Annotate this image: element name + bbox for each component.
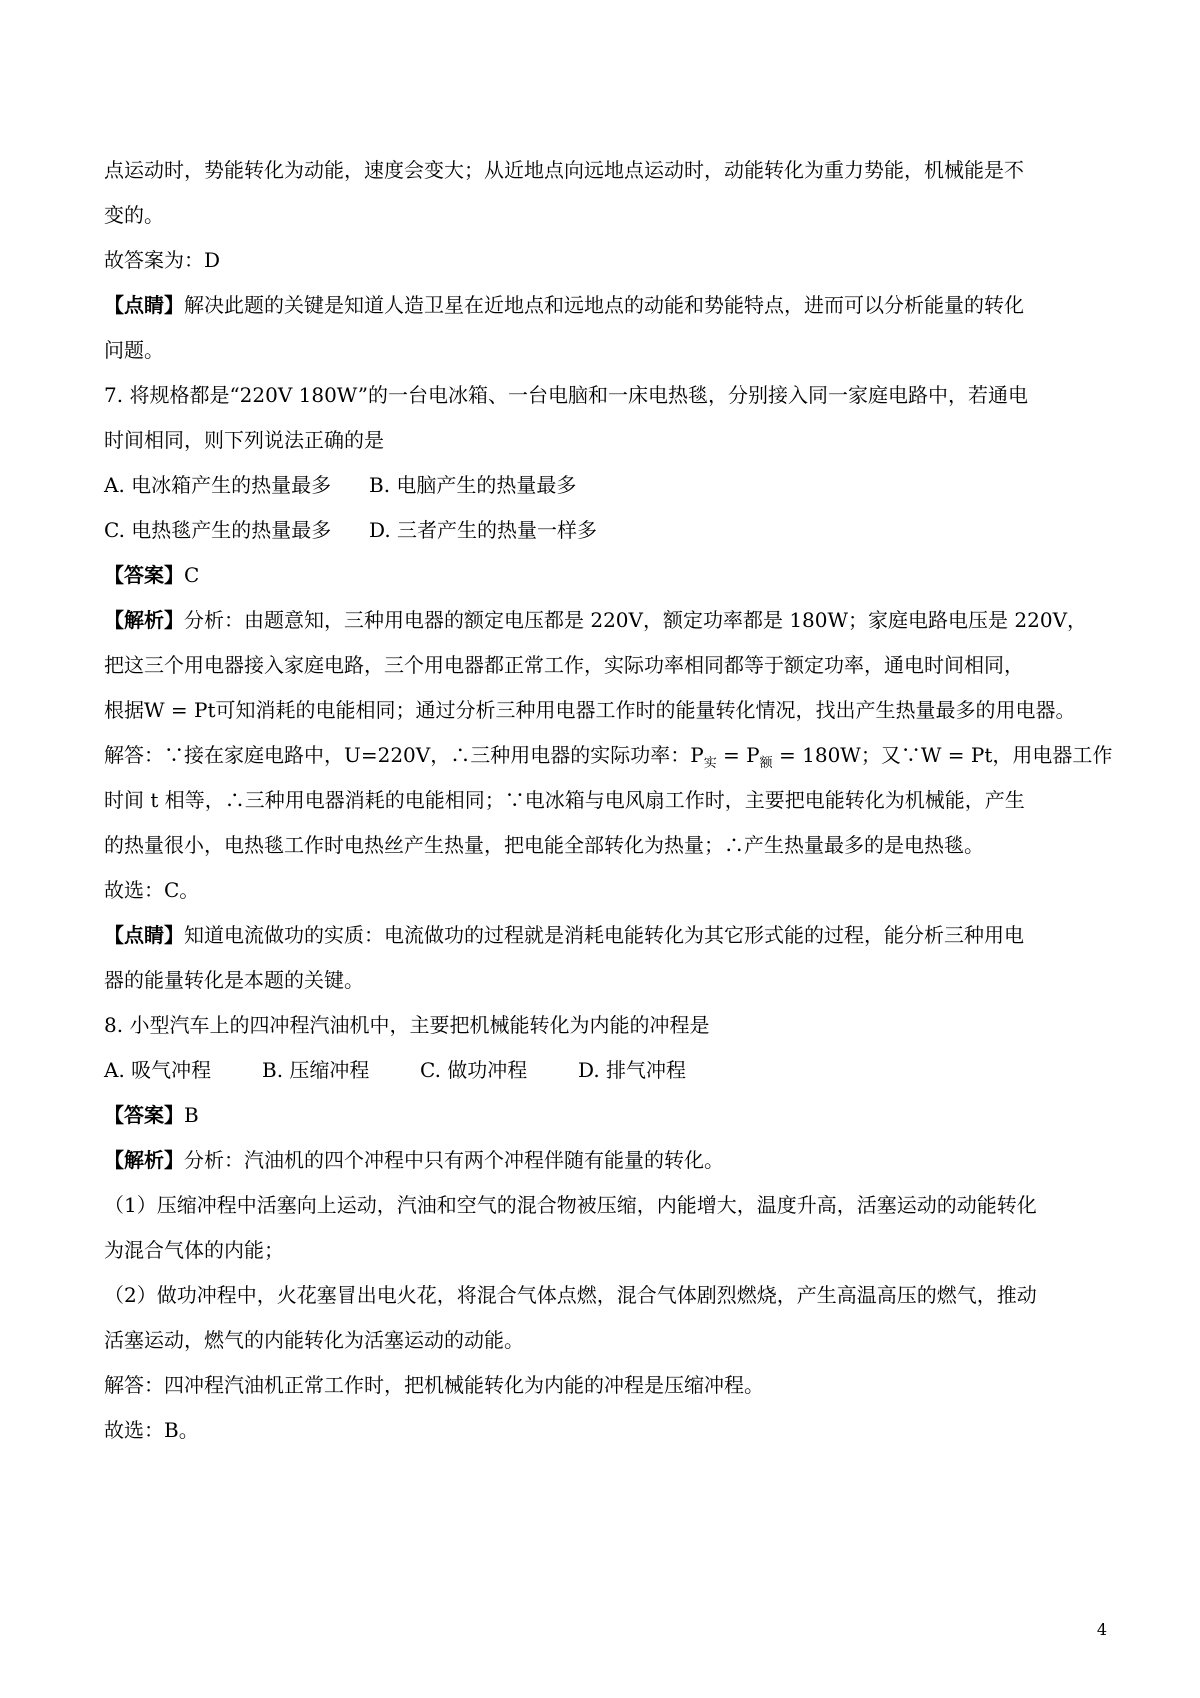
tip-tag: 【点睛】 xyxy=(104,293,184,317)
q6-conclusion: 故答案为：D xyxy=(104,248,221,272)
q7-option-d: D. 三者产生的热量一样多 xyxy=(369,518,598,542)
q7-conclusion: 故选：C。 xyxy=(104,878,200,902)
q7-option-a: A. 电冰箱产生的热量最多 xyxy=(104,473,332,497)
q8-analysis-line xyxy=(104,1138,1104,1183)
q8-point-line: 活塞运动，燃气的内能转化为活塞运动的动能。 xyxy=(104,1328,524,1352)
q6-tip-line: 问题。 xyxy=(104,338,164,362)
q8-point-line: （1）压缩冲程中活塞向上运动，汽油和空气的混合物被压缩，内能增大，温度升高，活塞运动的动能转化 xyxy=(104,1193,1037,1217)
q7-solution-line: 的热量很小，电热毯工作时电热丝产生热量，把电能全部转化为热量；∴产生热量最多的是电热毯。 xyxy=(104,833,984,857)
subscript-rated: 额 xyxy=(759,756,773,771)
q7-solution-text: = 180W；又∵W = Pt，用电器工作 xyxy=(772,743,1113,767)
q8-options-row xyxy=(104,1048,1104,1093)
q8-point-line: （2）做功冲程中，火花塞冒出电火花，将混合气体点燃，混合气体剧烈燃烧，产生高温高压的燃气，推动 xyxy=(104,1283,1037,1307)
q7-stem-line: 时间相同，则下列说法正确的是 xyxy=(104,428,384,452)
q7-analysis-line: 根据W = Pt可知消耗的电能相同；通过分析三种用电器工作时的能量转化情况，找出产生热量最多的用电器。 xyxy=(104,698,1076,722)
q7-solution-line xyxy=(104,733,1113,778)
q8-point-line: 为混合气体的内能； xyxy=(104,1238,284,1262)
answer-tag: 【答案】 xyxy=(104,563,184,587)
tip-tag: 【点睛】 xyxy=(104,923,184,947)
q7-stem-line: 7. 将规格都是“220V 180W”的一台电冰箱、一台电脑和一床电热毯，分别接入同一家庭电路中，若通电 xyxy=(104,383,1028,407)
subscript-actual: 实 xyxy=(703,756,717,771)
analysis-tag: 【解析】 xyxy=(104,1148,184,1172)
q7-solution-line: 时间 t 相等，∴三种用电器消耗的电能相同；∵电冰箱与电风扇工作时，主要把电能转化为机械能，产生 xyxy=(104,788,1025,812)
q7-option-c: C. 电热毯产生的热量最多 xyxy=(104,518,332,542)
q7-tip-line: 器的能量转化是本题的关键。 xyxy=(104,968,364,992)
q7-answer xyxy=(104,553,1104,598)
q8-answer-value: B xyxy=(184,1103,199,1127)
q8-conclusion: 故选：B。 xyxy=(104,1418,199,1442)
q8-option-a: A. 吸气冲程 xyxy=(104,1058,212,1082)
q8-solution: 解答：四冲程汽油机正常工作时，把机械能转化为内能的冲程是压缩冲程。 xyxy=(104,1373,764,1397)
q6-tip-line xyxy=(104,283,1104,328)
q7-options-row xyxy=(104,463,1104,508)
q7-solution-text: 解答：∵接在家庭电路中，U=220V，∴三种用电器的实际功率：P xyxy=(104,743,704,767)
q7-analysis-line: 把这三个用电器接入家庭电路，三个用电器都正常工作，实际功率相同都等于额定功率，通电时间相同， xyxy=(104,653,1024,677)
page-number: 4 xyxy=(1096,1620,1107,1639)
q8-option-b: B. 压缩冲程 xyxy=(262,1058,370,1082)
q7-tip-text: 知道电流做功的实质：电流做功的过程就是消耗电能转化为其它形式能的过程，能分析三种用电 xyxy=(184,923,1024,947)
q6-tip-text: 解决此题的关键是知道人造卫星在近地点和远地点的动能和势能特点，进而可以分析能量的转化 xyxy=(184,293,1024,317)
q7-solution-eq: = P xyxy=(716,743,760,767)
q7-answer-value: C xyxy=(184,563,200,587)
q8-answer xyxy=(104,1093,1104,1138)
answer-tag: 【答案】 xyxy=(104,1103,184,1127)
analysis-tag: 【解析】 xyxy=(104,608,184,632)
q7-analysis-line xyxy=(104,598,1104,643)
q6-explanation-line: 点运动时，势能转化为动能，速度会变大；从近地点向远地点运动时，动能转化为重力势能，机械能是不 xyxy=(104,158,1024,182)
q7-tip-line xyxy=(104,913,1104,958)
page-content xyxy=(104,148,1113,1453)
q8-option-d: D. 排气冲程 xyxy=(578,1058,687,1082)
q7-analysis-text: 分析：由题意知，三种用电器的额定电压都是 220V，额定功率都是 180W；家庭电路电压是 220V， xyxy=(184,608,1088,632)
q7-option-b: B. 电脑产生的热量最多 xyxy=(369,473,577,497)
q8-analysis-text: 分析：汽油机的四个冲程中只有两个冲程伴随有能量的转化。 xyxy=(184,1148,724,1172)
q8-stem: 8. 小型汽车上的四冲程汽油机中，主要把机械能转化为内能的冲程是 xyxy=(104,1013,710,1037)
q8-option-c: C. 做功冲程 xyxy=(420,1058,528,1082)
q6-explanation-line: 变的。 xyxy=(104,203,164,227)
q7-options-row xyxy=(104,508,1104,553)
